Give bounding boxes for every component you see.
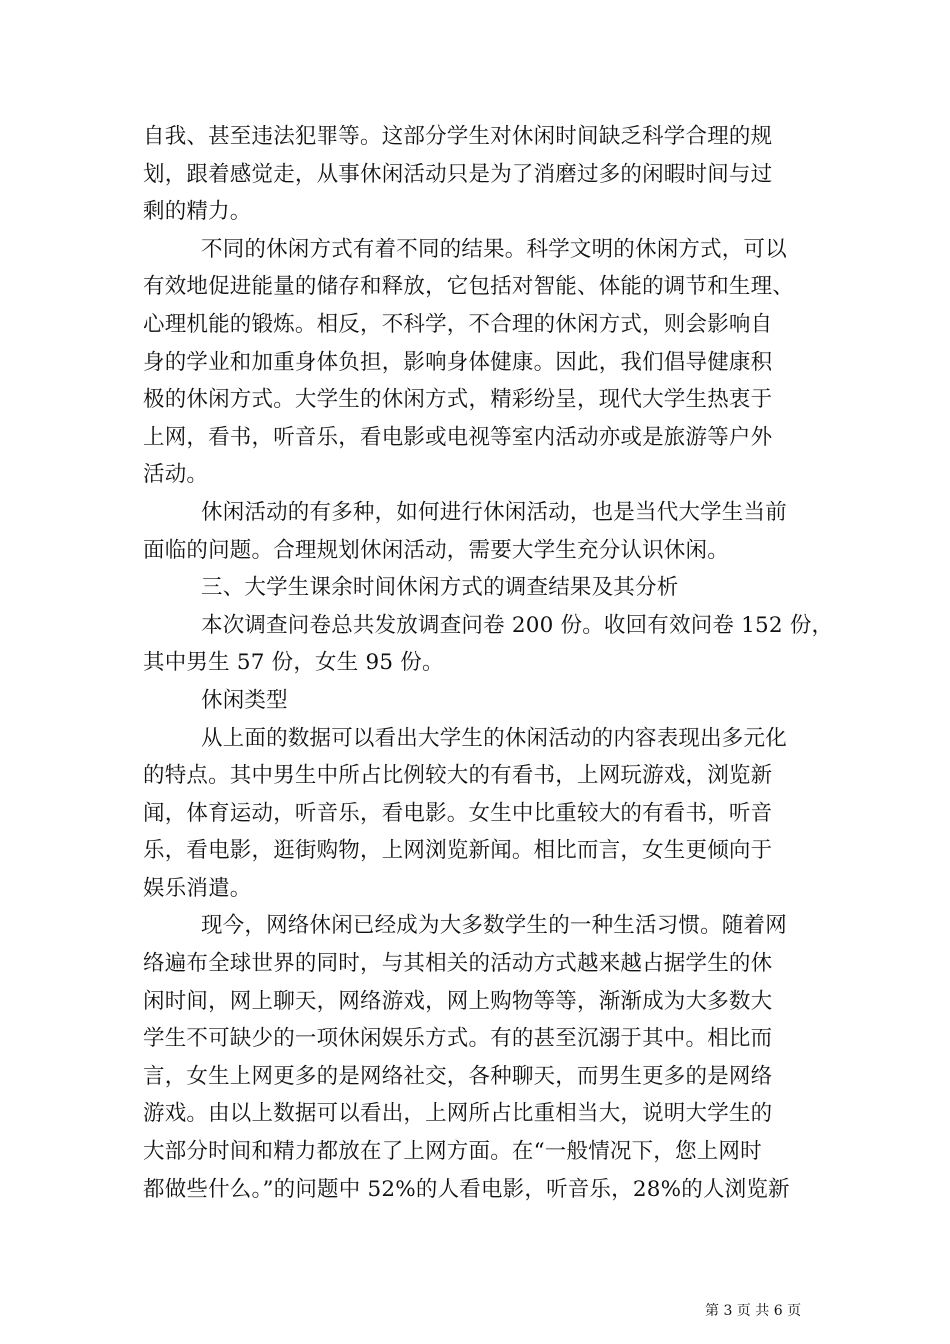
text-line: 心理机能的锻炼。相反，不科学，不合理的休闲方式，则会影响自 xyxy=(143,311,773,337)
text-line: 活动。 xyxy=(143,462,209,488)
paragraph-start-line: 本次调查问卷总共发放调查问卷 200 份。收回有效问卷 152 份， xyxy=(201,612,834,638)
text-line: 身的学业和加重身体负担，影响身体健康。因此，我们倡导健康积 xyxy=(143,349,773,375)
text-line: 自我、甚至违法犯罪等。这部分学生对休闲时间缺乏科学合理的规 xyxy=(143,124,773,149)
text-line: 面临的问题。合理规划休闲活动，需要大学生充分认识休闲。 xyxy=(143,537,729,563)
text-line: 剩的精力。 xyxy=(143,199,252,225)
paragraph-start-line: 不同的休闲方式有着不同的结果。科学文明的休闲方式，可以 xyxy=(201,236,787,262)
text-line: 闻，体育运动，听音乐，看电影。女生中比重较大的有看书，听音 xyxy=(143,800,773,826)
text-line: 络遍布全球世界的同时，与其相关的活动方式越来越占据学生的休 xyxy=(143,951,773,977)
text-line: 有效地促进能量的储存和释放，它包括对智能、体能的调节和生理、 xyxy=(143,274,795,300)
text-line: 的特点。其中男生中所占比例较大的有看书，上网玩游戏，浏览新 xyxy=(143,763,773,789)
text-line: 其中男生 57 份，女生 95 份。 xyxy=(143,650,444,676)
paragraph-start-line: 休闲活动的有多种，如何进行休闲活动，也是当代大学生当前 xyxy=(201,499,787,525)
text-line: 都做些什么。”的问题中 52%的人看电影，听音乐，28%的人浏览新 xyxy=(143,1176,790,1202)
text-line: 娱乐消遣。 xyxy=(143,875,252,901)
text-line: 极的休闲方式。大学生的休闲方式，精彩纷呈，现代大学生热衷于 xyxy=(143,387,773,413)
paragraph-start-line: 从上面的数据可以看出大学生的休闲活动的内容表现出多元化 xyxy=(201,725,787,751)
text-line: 乐，看电影，逛街购物，上网浏览新闻。相比而言，女生更倾向于 xyxy=(143,838,773,864)
page-number: 第 3 页 共 6 页 xyxy=(705,1303,802,1319)
text-line: 大部分时间和精力都放在了上网方面。在“一般情况下，您上网时 xyxy=(143,1139,762,1165)
text-line: 闲时间，网上聊天，网络游戏，网上购物等等，渐渐成为大多数大 xyxy=(143,988,773,1014)
section-heading: 三、大学生课余时间休闲方式的调查结果及其分析 xyxy=(201,575,679,601)
subheading: 休闲类型 xyxy=(201,687,288,713)
text-line: 言，女生上网更多的是网络社交，各种聊天，而男生更多的是网络 xyxy=(143,1063,773,1089)
text-line: 学生不可缺少的一项休闲娱乐方式。有的甚至沉溺于其中。相比而 xyxy=(143,1026,773,1052)
body-text xyxy=(143,118,834,1208)
text-line: 划，跟着感觉走，从事休闲活动只是为了消磨过多的闲暇时间与过 xyxy=(143,161,773,187)
text-line: 游戏。由以上数据可以看出，上网所占比重相当大，说明大学生的 xyxy=(143,1101,773,1127)
paragraph-start-line: 现今，网络休闲已经成为大多数学生的一种生活习惯。随着网 xyxy=(201,913,787,939)
text-line: 上网，看书，听音乐，看电影或电视等室内活动亦或是旅游等户外 xyxy=(143,424,773,450)
